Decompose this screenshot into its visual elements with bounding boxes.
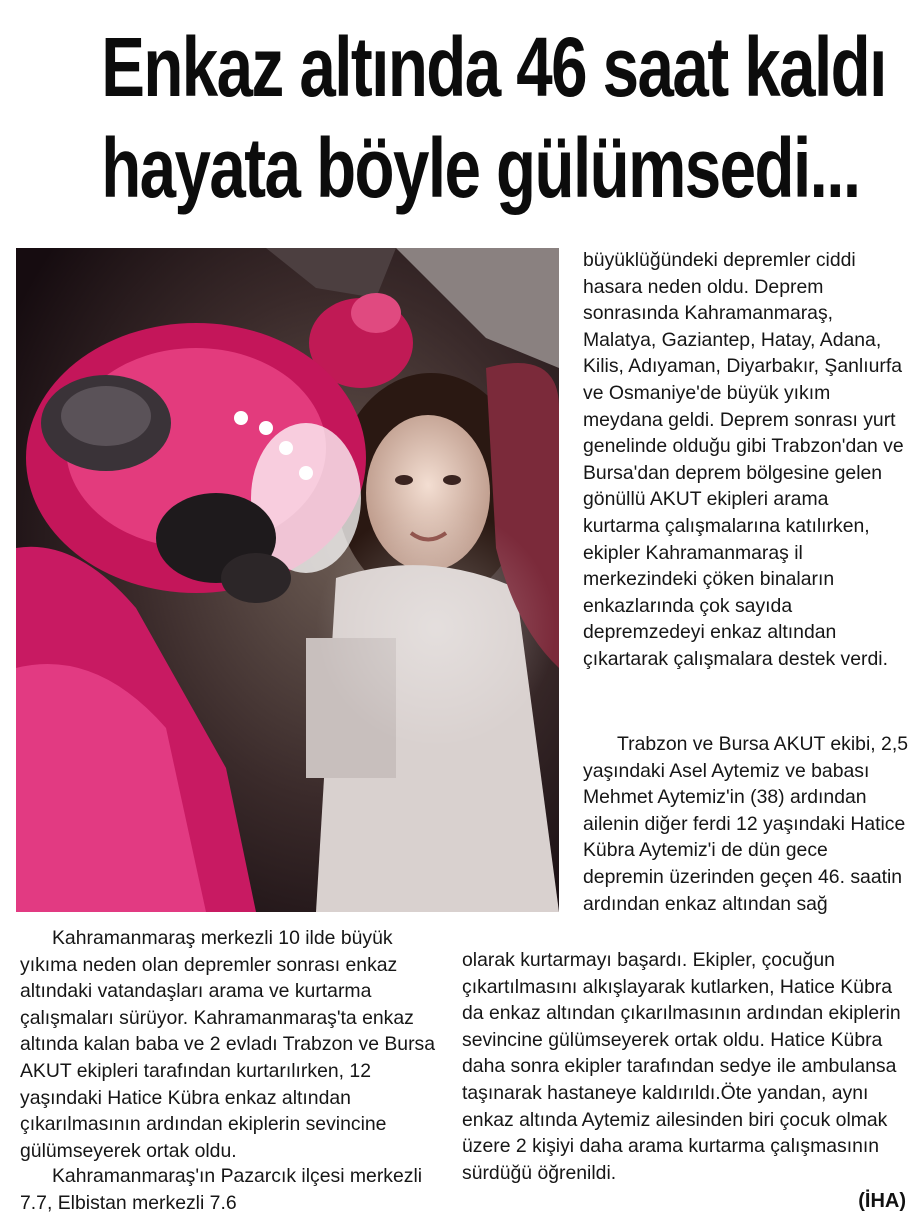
news-photo xyxy=(16,248,559,912)
headline-line-2: hayata böyle gülümsedi... xyxy=(101,121,860,215)
article-paragraph-right-3: olarak kurtarmayı başardı. Ekipler, çocuğun çıkartılmasını alkışlayarak kutlarken, Hatice Kübra da enkaz altından çıkarılmasının ardından ekiplerin sevincine gülümseyerek ortak oldu. Hatice Kübra daha sonra ekipler tarafından sedye ile ambulansa taşınarak hastaneye kaldırıldı.Öte yandan, aynı enkaz altında Aytemiz ailesinden biri çocuk olmak üzere 2 kişiyi daha arama kurtarma çalışmasının sürdüğü öğrenildi. xyxy=(462,949,901,1184)
article-paragraph-left-1: Kahramanmaraş merkezli 10 ilde büyük yıkıma neden olan depremler sonrası enkaz altındaki vatandaşları arama ve kurtarma çalışmaları sürüyor. Kahramanmaraş'ta enkaz altında kalan baba ve 2 evladı Trabzon ve Bursa AKUT ekipleri tarafından kurtarılırken, 12 yaşındaki Hatice Kübra enkaz altından çıkarılmasının ardından ekiplerin sevincine gülümseyerek ortak oldu. xyxy=(20,927,436,1162)
rescue-scene-illustration xyxy=(16,248,559,912)
article-paragraph-right-1: büyüklüğündeki depremler ciddi hasara neden oldu. Deprem sonrasında Kahramanmaraş, Malatya, Gaziantep, Hatay, Adana, Kilis, Adıyaman, Diyarbakır, Şanlıurfa ve Osmaniye'de büyük yıkım meydana geldi. Deprem sonrası yurt genelinde olduğu gibi Trabzon'dan ve Bursa'dan deprem bölgesine gelen gönüllü AKUT ekipleri arama kurtarma çalışmalarına katılırken, ekipler Kahramanmaraş il merkezindeki çöken binaların enkazlarında çok sayıda depremzedeyi enkaz altından çıkartarak çalışmalara destek verdi. xyxy=(583,249,904,670)
source-credit: (İHA) xyxy=(858,1190,906,1212)
headline-line-1: Enkaz altında 46 saat kaldı xyxy=(101,20,886,114)
article-paragraph-left-2: Kahramanmaraş'ın Pazarcık ilçesi merkezli 7.7, Elbistan merkezli 7.6 xyxy=(20,1165,423,1214)
article-paragraph-right-2: Trabzon ve Bursa AKUT ekibi, 2,5 yaşındaki Asel Aytemiz ve babası Mehmet Aytemiz'in (38) ardından ailenin diğer ferdi 12 yaşındaki Hatice Kübra Aytemiz'i de dün gece depremin üzerinden geçen 46. saatin ardından enkaz altından sağ xyxy=(583,733,909,915)
